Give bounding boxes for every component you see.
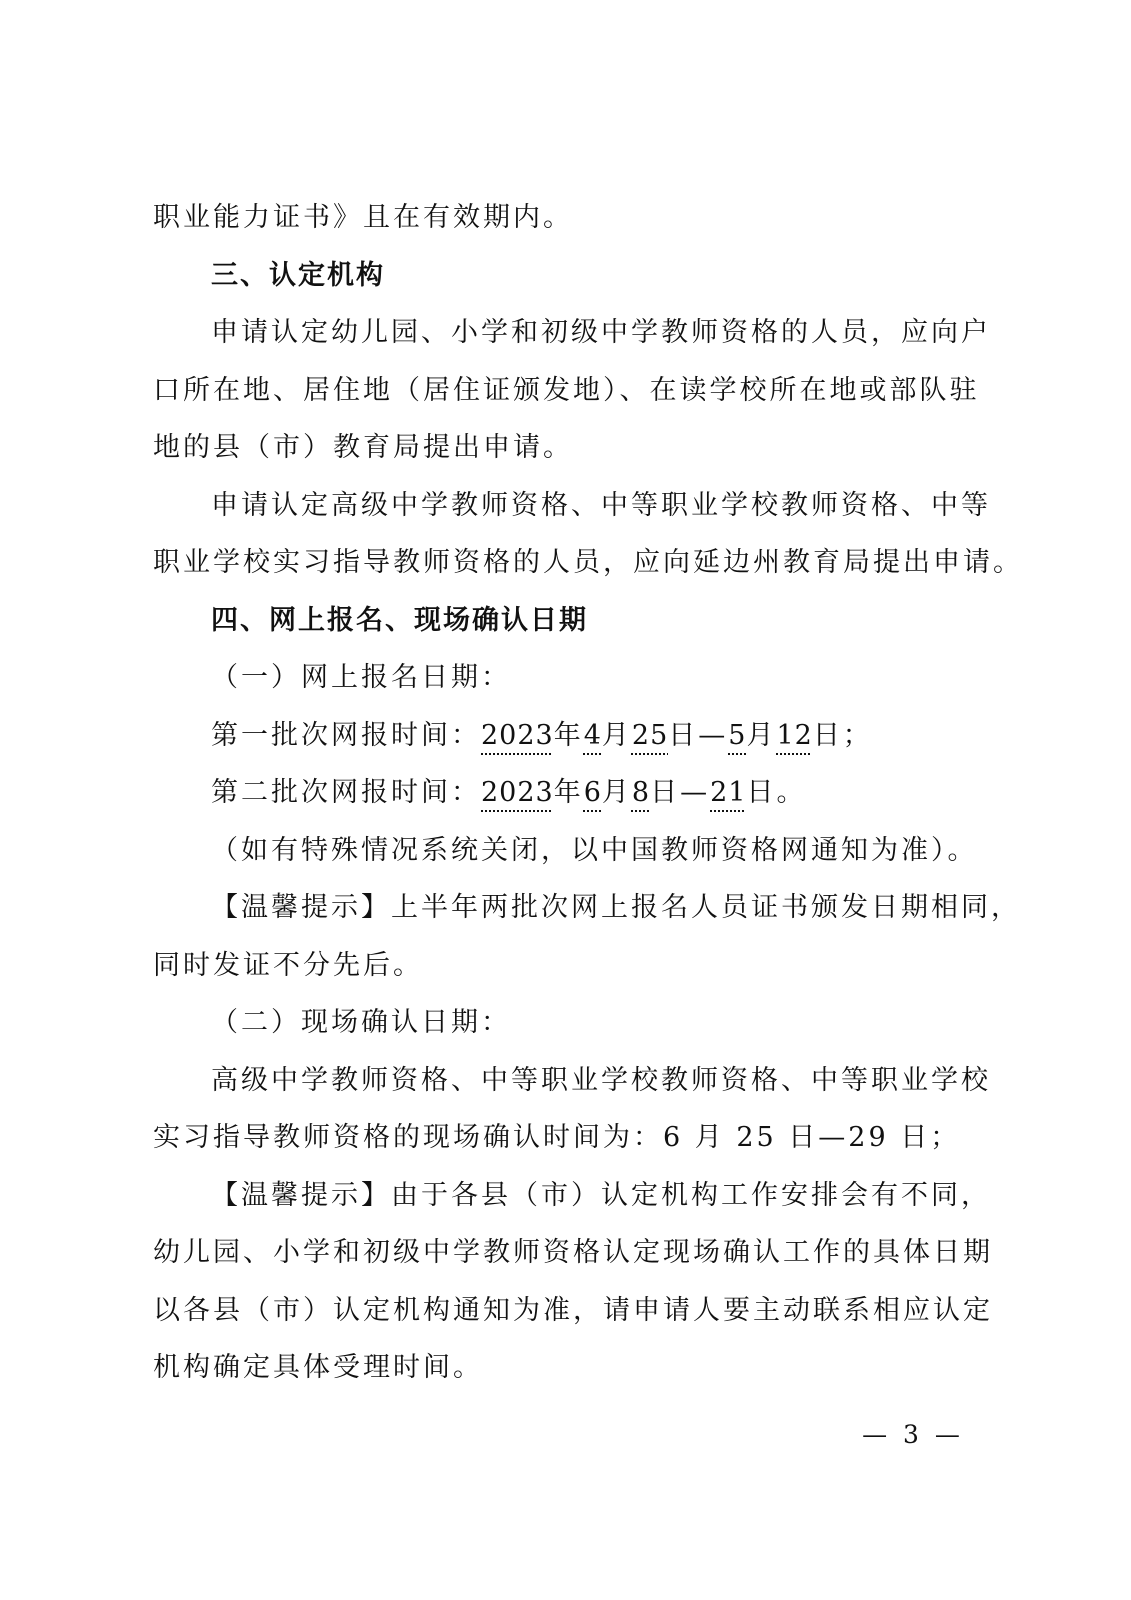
body-text-line: 职业学校实习指导教师资格的人员，应向延边州教育局提出申请。: [153, 547, 1023, 578]
date-unit: 月: [601, 720, 632, 751]
date-unit: 月: [746, 720, 777, 751]
tip-text-line: 以各县（市）认定机构通知为准，请申请人要主动联系相应认定: [153, 1295, 993, 1326]
tip-text-line: 幼儿园、小学和初级中学教师资格认定现场确认工作的具体日期: [153, 1237, 993, 1268]
body-text-line: 口所在地、居住地（居住证颁发地）、在读学校所在地或部队驻: [153, 375, 980, 406]
body-text-line: 地的县（市）教育局提出申请。: [153, 432, 573, 463]
tip-text-line: 【温馨提示】由于各县（市）认定机构工作安排会有不同，: [211, 1180, 991, 1211]
date-unit: 日。: [746, 777, 807, 808]
batch1-schedule: [211, 716, 991, 756]
tip-text-line: 同时发证不分先后。: [153, 950, 423, 981]
batch1-label: 第一批次网报时间：: [211, 720, 481, 751]
section-heading: 四、网上报名、现场确认日期: [211, 605, 588, 636]
body-text-line: 高级中学教师资格、中等职业学校教师资格、中等职业学校: [211, 1065, 991, 1096]
body-text-line: 职业能力证书》且在有效期内。: [153, 202, 573, 233]
date-number: 5: [728, 720, 747, 751]
date-number: 2023: [481, 720, 554, 751]
date-number: 21: [710, 777, 747, 808]
date-unit: 年: [553, 777, 584, 808]
batch2-schedule: [211, 773, 991, 813]
date-unit: 日；: [812, 720, 873, 751]
body-text-line: 实习指导教师资格的现场确认时间为：6 月 25 日—29 日；: [153, 1122, 961, 1153]
date-unit: 年: [553, 720, 584, 751]
date-unit: 日—: [668, 720, 729, 751]
date-number: 8: [631, 777, 651, 808]
batch2-label: 第二批次网报时间：: [211, 777, 481, 808]
date-number: 4: [583, 720, 602, 751]
date-number: 12: [776, 720, 813, 751]
special-note: （如有特殊情况系统关闭，以中国教师资格网通知为准）。: [211, 835, 978, 866]
body-text-line: 申请认定高级中学教师资格、中等职业学校教师资格、中等: [211, 490, 991, 521]
tip-text-line: 【温馨提示】上半年两批次网上报名人员证书颁发日期相同，: [211, 892, 1021, 923]
date-number: 2023: [481, 777, 554, 808]
page-number: — 3 —: [862, 1420, 964, 1449]
tip-text-line: 机构确定具体受理时间。: [153, 1352, 483, 1383]
section-heading: 三、认定机构: [211, 260, 385, 291]
date-number: 25: [631, 720, 669, 751]
date-unit: 月: [601, 777, 632, 808]
subsection-heading: （二）现场确认日期：: [211, 1007, 511, 1038]
body-text-line: 申请认定幼儿园、小学和初级中学教师资格的人员，应向户: [211, 317, 991, 348]
date-number: 6: [583, 777, 602, 808]
subsection-heading: （一）网上报名日期：: [211, 662, 511, 693]
date-unit: 日—: [650, 777, 711, 808]
